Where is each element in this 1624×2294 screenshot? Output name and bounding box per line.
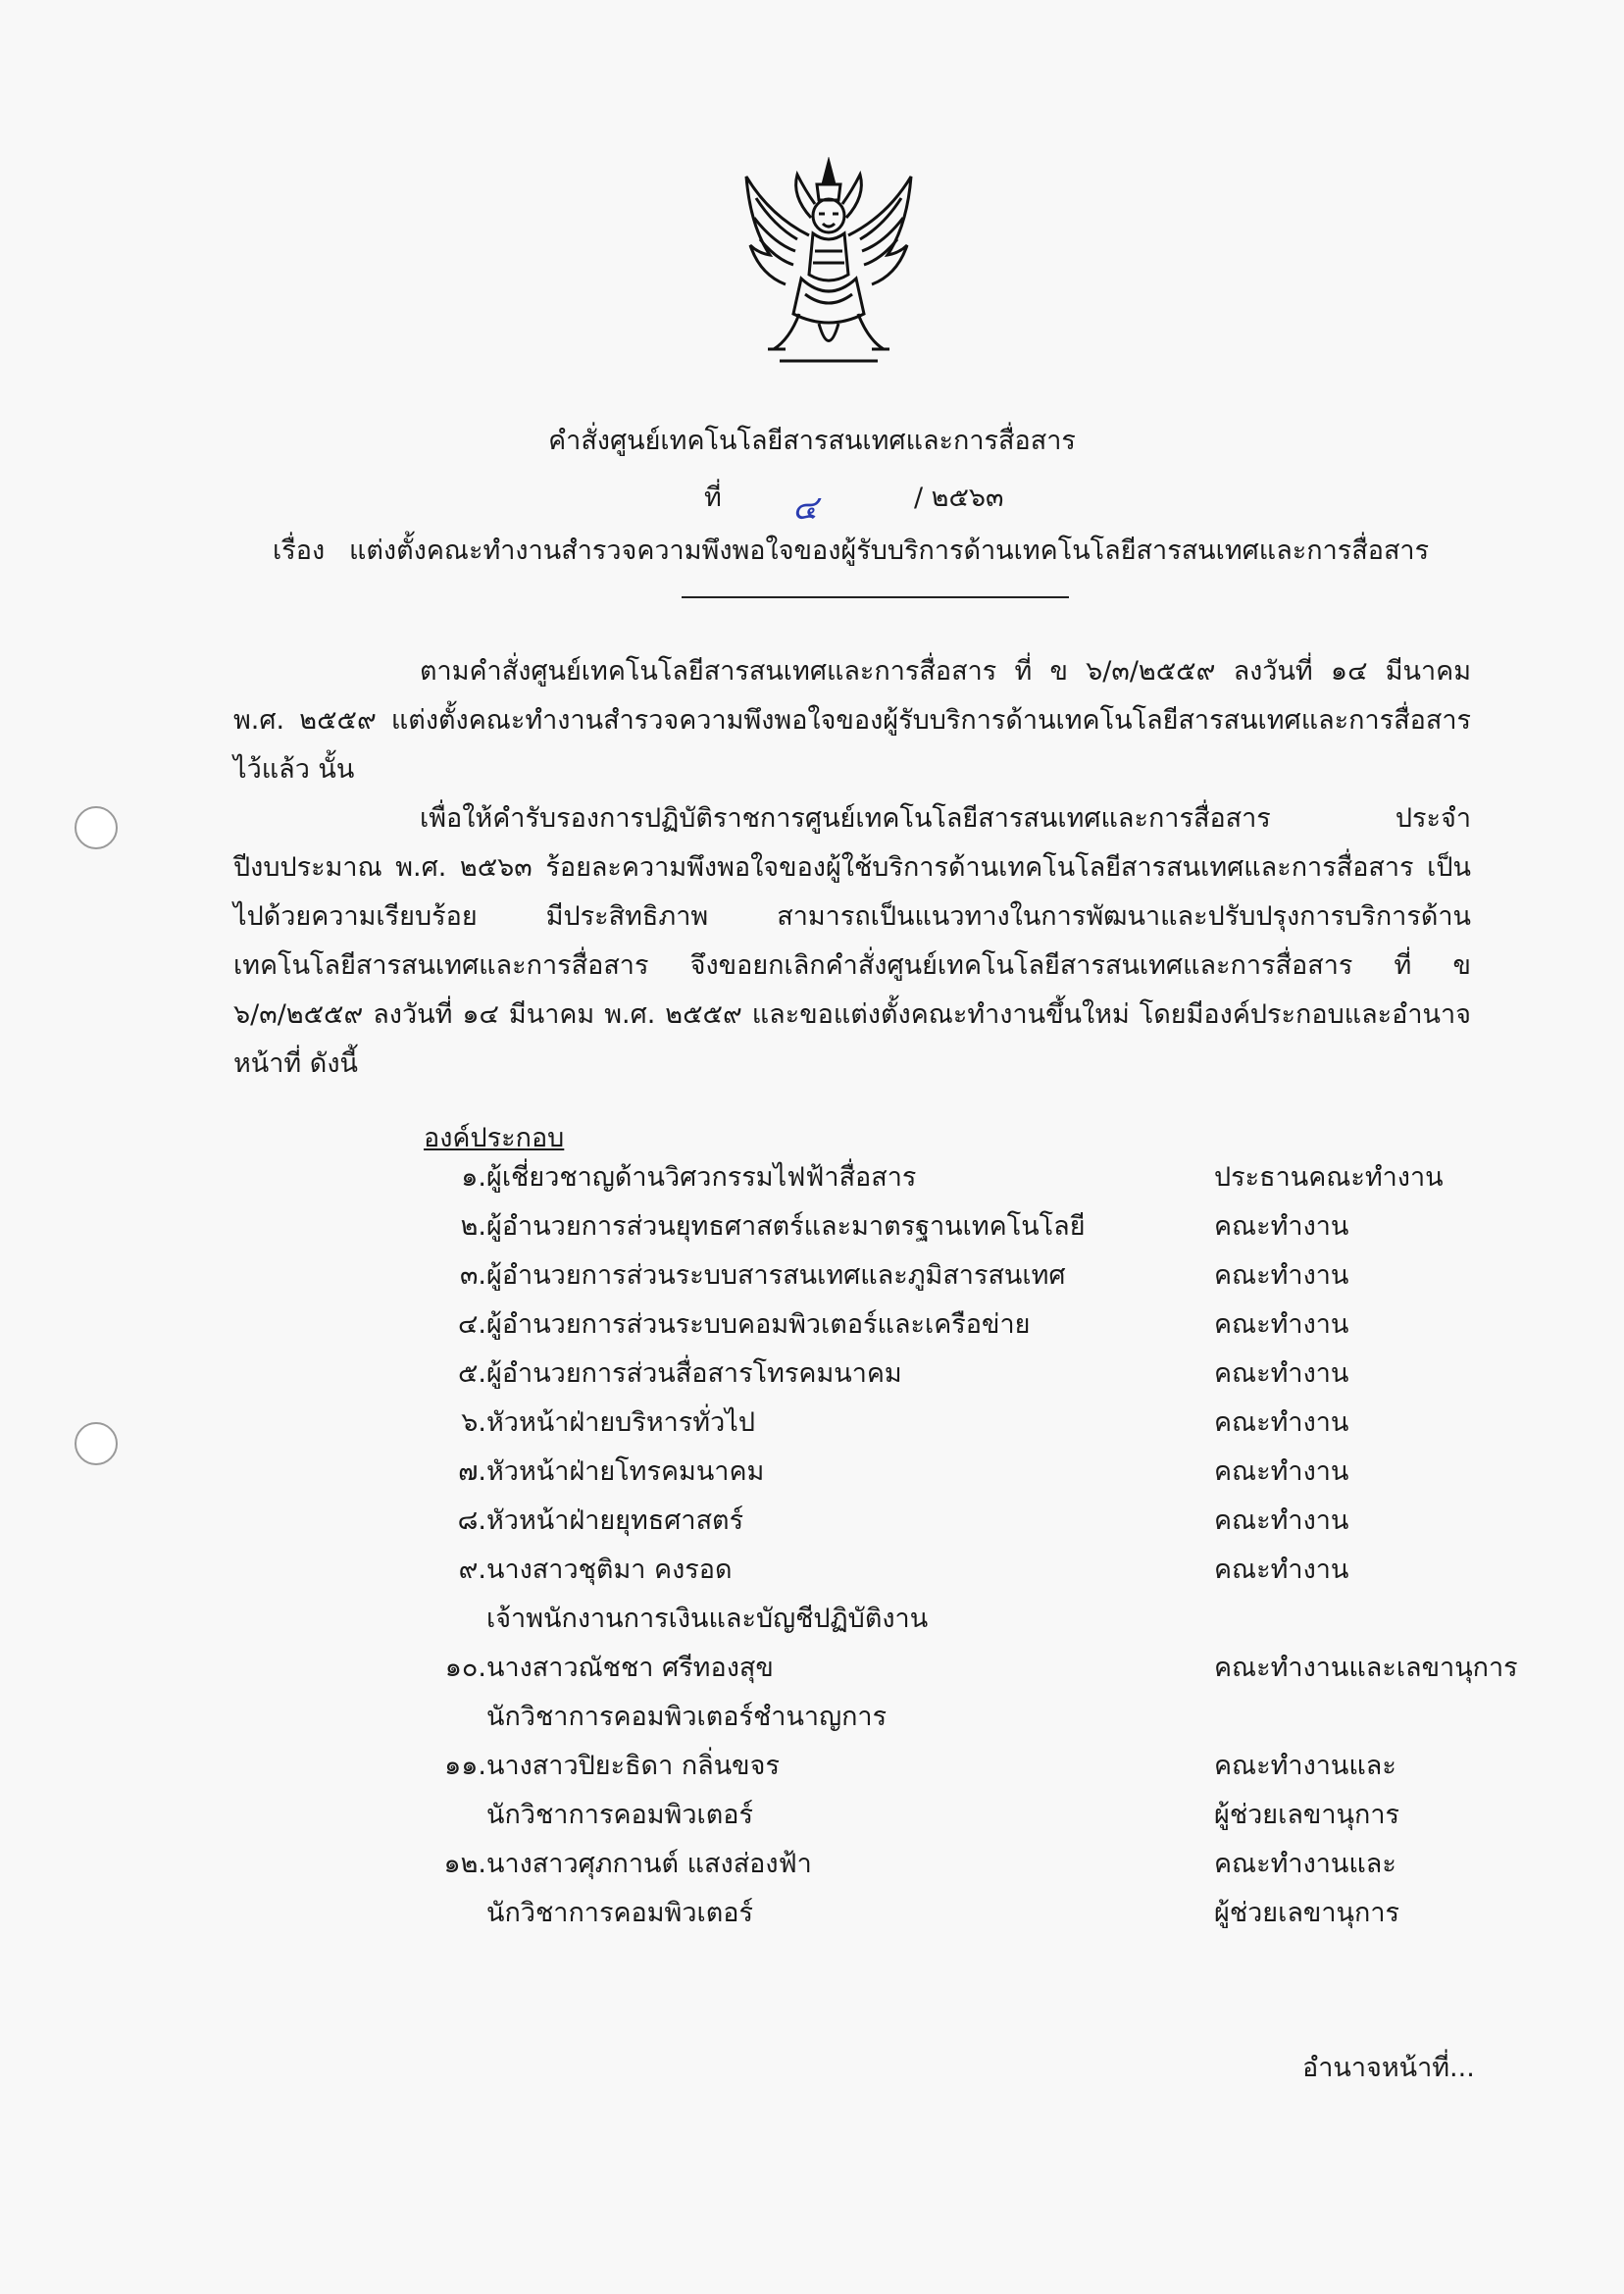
order-number-prefix: ที่	[704, 483, 722, 513]
member-row: ๒. ผู้อำนวยการส่วนยุทธศาสตร์และมาตรฐานเทคโนโลยี คณะทำงาน	[460, 1211, 1349, 1242]
member-position-row: นักวิชาการคอมพิวเตอร์ ผู้ช่วยเลขานุการ	[486, 1800, 1399, 1830]
member-row: ๘. หัวหน้าฝ่ายยุทธศาสตร์ คณะทำงาน	[457, 1505, 1349, 1536]
member-row: ๑๑. นางสาวปิยะธิดา กลิ่นขจร คณะทำงานและ	[444, 1751, 1396, 1781]
continuation-text: อำนาจหน้าที่...	[1302, 2053, 1475, 2083]
order-number-year: / ๒๕๖๓	[914, 483, 1004, 513]
subject-label: เรื่อง	[273, 535, 326, 566]
body-paragraph-2: เพื่อให้คำรับรองการปฏิบัติราชการศูนย์เทคโนโลยีสารสนเทศและการสื่อสาร ประจำปีงบประมาณ พ.ศ. ๒๕๖๓ ร้อยละความพึงพอใจของผู้ใช้บริการด้านเทคโนโลยีสารสนเทศและการสื่อสาร เป็นไปด้วยความเรียบร้อย มีประสิทธิภาพ สามารถเป็นแนวทางในการพัฒนาและปรับปรุงการบริการด้านเทคโนโลยีสารสนเทศและการสื่อสาร จึงขอยกเลิกคำสั่งศูนย์เทคโนโลยีสารสนเทศและการสื่อสาร ที่ ข ๖/๓/๒๕๕๙ ลงวันที่ ๑๔ มีนาคม พ.ศ. ๒๕๕๙ และขอแต่งตั้งคณะทำงานขึ้นใหม่ โดยมีองค์ประกอบและอำนาจหน้าที่ ดังนี้	[233, 803, 1471, 1079]
punch-hole	[75, 806, 118, 849]
order-title: คำสั่งศูนย์เทคโนโลยีสารสนเทศและการสื่อสาร	[548, 426, 1076, 456]
member-row: ๕. ผู้อำนวยการส่วนสื่อสารโทรคมนาคม คณะทำงาน	[457, 1358, 1349, 1389]
member-row: ๔. ผู้อำนวยการส่วนระบบคอมพิวเตอร์และเครือข่าย คณะทำงาน	[457, 1309, 1349, 1340]
member-row: ๑๐. นางสาวณัชชา ศรีทองสุข คณะทำงานและเลขานุการ	[444, 1653, 1518, 1683]
member-row: ๖. หัวหน้าฝ่ายบริหารทั่วไป คณะทำงาน	[461, 1407, 1349, 1438]
composition-title: องค์ประกอบ	[424, 1123, 565, 1153]
member-position-row: นักวิชาการคอมพิวเตอร์ชำนาญการ	[486, 1702, 888, 1732]
subject-text: แต่งตั้งคณะทำงานสำรวจความพึงพอใจของผู้รับบริการด้านเทคโนโลยีสารสนเทศและการสื่อสาร	[349, 535, 1430, 566]
member-row: ๓. ผู้อำนวยการส่วนระบบสารสนเทศและภูมิสารสนเทศ คณะทำงาน	[459, 1260, 1349, 1291]
member-row: ๗. หัวหน้าฝ่ายโทรคมนาคม คณะทำงาน	[458, 1456, 1349, 1487]
member-row: ๑. ผู้เชี่ยวชาญด้านวิศวกรรมไฟฟ้าสื่อสาร ประธานคณะทำงาน	[461, 1162, 1444, 1193]
member-position-row: นักวิชาการคอมพิวเตอร์ ผู้ช่วยเลขานุการ	[486, 1898, 1399, 1928]
member-row: ๙. นางสาวชุติมา คงรอด คณะทำงาน	[458, 1555, 1349, 1585]
order-number-handwritten: ๔	[792, 488, 818, 528]
body-paragraph-1: ตามคำสั่งศูนย์เทคโนโลยีสารสนเทศและการสื่อสาร ที่ ข ๖/๓/๒๕๕๙ ลงวันที่ ๑๔ มีนาคม พ.ศ. ๒๕๕๙ แต่งตั้งคณะทำงานสำรวจความพึงพอใจของผู้รับบริการด้านเทคโนโลยีสารสนเทศและการสื่อสาร ไว้แล้ว นั้น	[233, 656, 1471, 785]
member-row: ๑๒. นางสาวศุภกานต์ แสงส่องฟ้า คณะทำงานและ	[443, 1849, 1396, 1879]
header-divider	[682, 596, 1069, 598]
member-position-row: เจ้าพนักงานการเงินและบัญชีปฏิบัติงาน	[486, 1604, 929, 1634]
garuda-emblem-icon	[740, 157, 917, 378]
